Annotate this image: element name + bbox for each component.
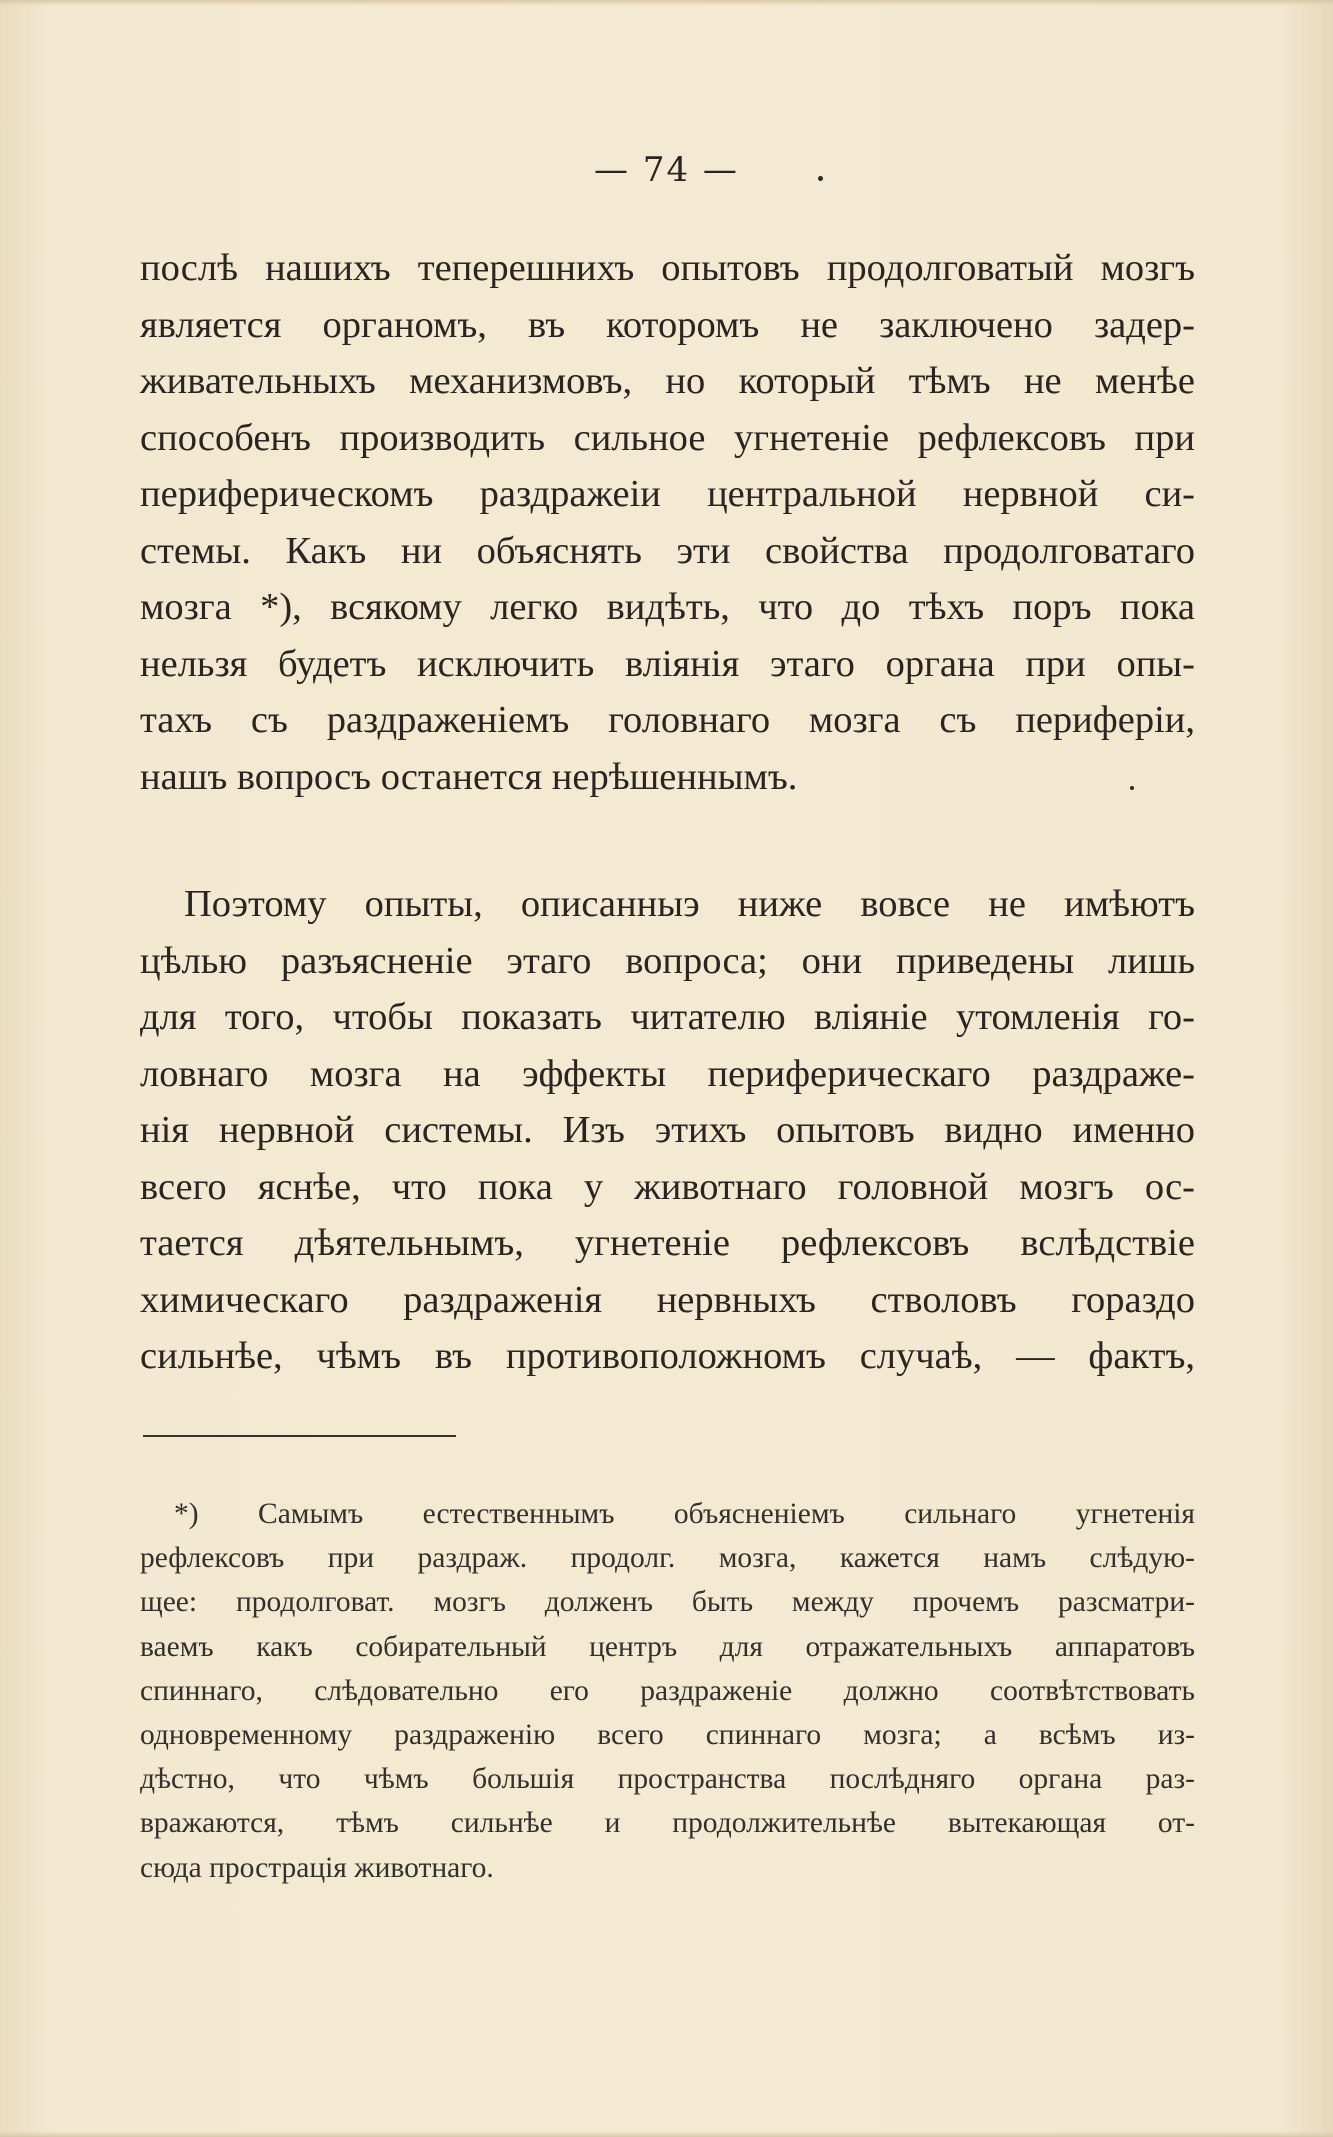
footnote-line: дѣстно, что чѣмъ большія пространства послѣдняго органа раз- — [140, 1763, 1195, 1796]
text-line: послѣ нашихъ теперешнихъ опытовъ продолговатый мозгъ — [140, 247, 1195, 289]
top-edge — [0, 0, 1333, 6]
text-line: стемы. Какъ ни объяснять эти свойства продолговатаго — [140, 529, 1195, 572]
text-line: нія нервной системы. Изъ этихъ опытовъ видно именно — [140, 1109, 1195, 1151]
page-number: — 74 — — [594, 150, 739, 190]
text-line: химическаго раздраженія нервныхъ стволовъ гораздо — [140, 1278, 1195, 1321]
paragraph-2 — [140, 876, 1195, 1385]
text-line: для того, чтобы показать читателю вліяніе утомленія го- — [140, 996, 1195, 1038]
text-line: нельзя будетъ исключить вліянія этаго органа при опы- — [140, 642, 1195, 685]
text-line: является органомъ, въ которомъ не заключено задер- — [140, 303, 1195, 346]
footnote-line: щее: продолговат. мозгъ долженъ быть между прочемъ разсматри- — [140, 1586, 1195, 1619]
footnote-line: сюда прострація животнаго. — [140, 1851, 494, 1884]
footnote-line: ваемъ какъ собирательный центръ для отражательныхъ аппаратовъ — [140, 1630, 1195, 1663]
text-line: живательныхъ механизмовъ, но который тѣмъ не менѣе — [140, 360, 1195, 402]
footnote-line: рефлексовъ при раздраж. продолг. мозга, кажется намъ слѣдую- — [140, 1542, 1195, 1575]
text-line: периферическомъ раздражеіи центральной нервной си- — [140, 473, 1195, 515]
bottom-edge — [0, 2131, 1333, 2137]
footnote-line: одновременному раздраженію всего спиннаго мозга; а всѣмъ из- — [140, 1718, 1195, 1751]
footnote-divider — [143, 1435, 456, 1437]
text-line: нашъ вопросъ останется нерѣшеннымъ. — [140, 755, 798, 798]
footnote-line: вражаются, тѣмъ сильнѣе и продолжительнѣе вытекающая от- — [140, 1807, 1195, 1840]
text-line: тается дѣятельнымъ, угнетеніе рефлексовъ вслѣдствіе — [140, 1222, 1195, 1264]
footnote — [140, 1492, 1195, 1890]
ink-speck — [818, 176, 823, 181]
text-line: цѣлью разъясненіе этаго вопроса; они приведены лишь — [140, 939, 1195, 982]
paragraph-1 — [140, 240, 1195, 805]
text-line: способенъ производить сильное угнетеніе рефлексовъ при — [140, 416, 1195, 459]
text-line: Поэтому опыты, описанныэ ниже вовсе не имѣютъ — [184, 883, 1195, 925]
text-line: тахъ съ раздраженіемъ головнаго мозга съ периферіи, — [140, 699, 1195, 741]
footnote-line: *) Самымъ естественнымъ объясненіемъ сильнаго угнетенія — [174, 1498, 1195, 1530]
text-line: ловнаго мозга на эффекты периферическаго раздраже- — [140, 1052, 1195, 1095]
text-line: сильнѣе, чѣмъ въ противоположномъ случаѣ, — фактъ, — [140, 1335, 1195, 1377]
text-line: всего яснѣе, что пока у животнаго головной мозгъ ос- — [140, 1165, 1195, 1208]
text-line: мозга *), всякому легко видѣть, что до тѣхъ поръ пока — [140, 586, 1195, 628]
footnote-line: спиннаго, слѣдовательно его раздраженіе должно соотвѣтствовать — [140, 1674, 1195, 1707]
